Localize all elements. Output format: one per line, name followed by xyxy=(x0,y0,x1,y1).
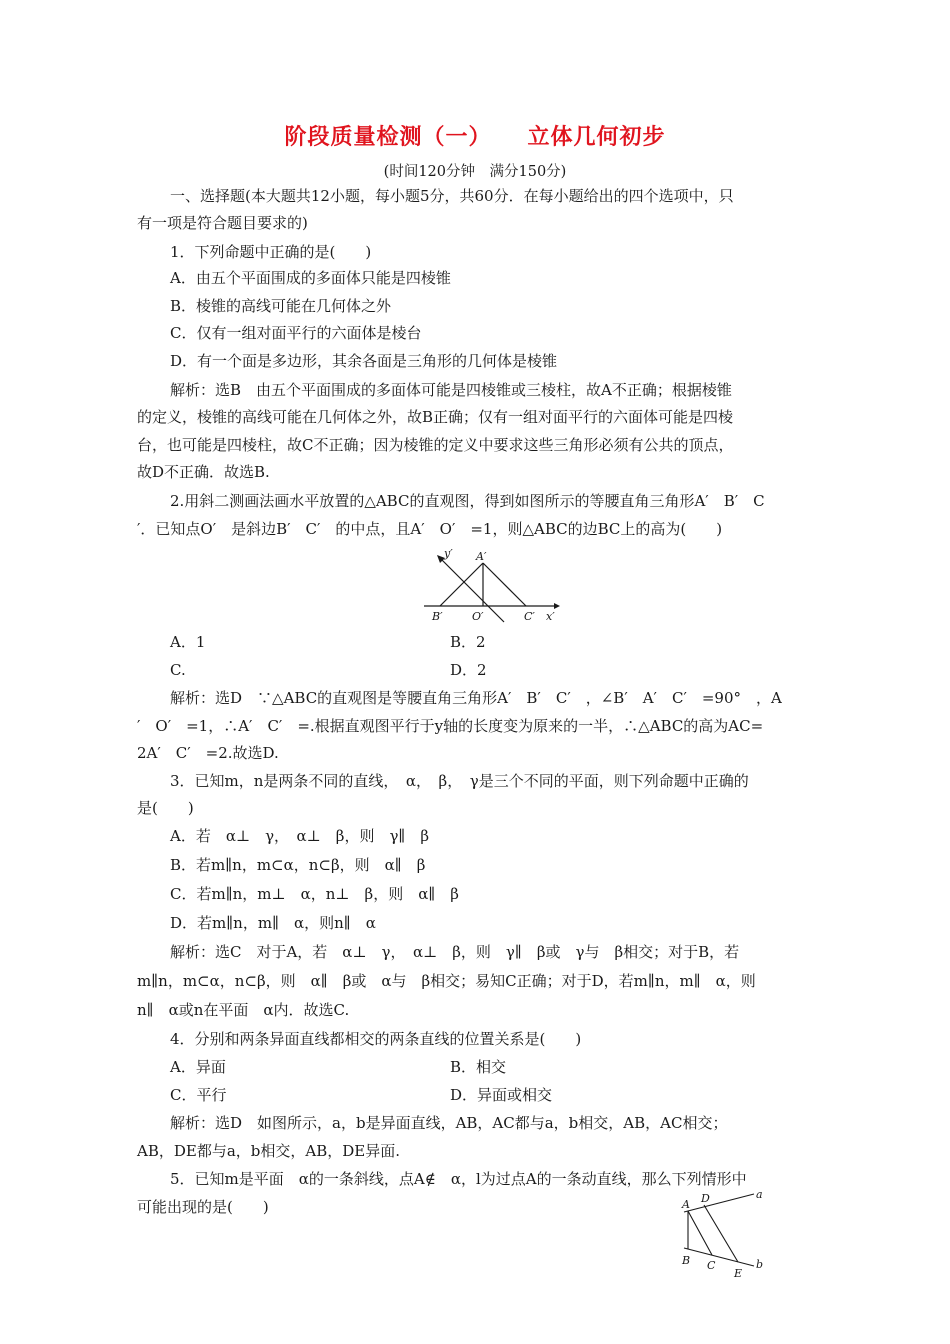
section-heading-cont: 有一项是符合题目要求的) xyxy=(137,214,308,232)
question-2-cont: ′．已知点O′ 是斜边B′ C′ 的中点，且A′ O′ =1，则△ABC的边BC上的高为( ) xyxy=(137,520,723,538)
q2-option-a: A．1 xyxy=(170,633,206,651)
label-line-b: b xyxy=(756,1258,764,1271)
q2-option-d: D．2 xyxy=(450,661,487,679)
label-x-prime: x′ xyxy=(546,610,555,623)
q3-solution: 解析：选C 对于A，若 α⊥ γ， α⊥ β，则 γ∥ β或 γ与 β相交；对于B，若 xyxy=(170,943,740,961)
segment-de xyxy=(704,1205,738,1262)
q2-solution-cont: 2A′ C′ =2.故选D. xyxy=(137,744,279,762)
q4-option-d: D．异面或相交 xyxy=(450,1086,553,1104)
question-1: 1．下列命题中正确的是( ) xyxy=(170,243,372,261)
label-y-prime: y′ xyxy=(444,548,453,560)
label-b-prime: B′ xyxy=(432,610,443,623)
q1-solution-cont: 故D不正确．故选B. xyxy=(137,463,270,481)
label-o-prime: O′ xyxy=(472,610,484,623)
q1-solution-cont: 的定义，棱锥的高线可能在几何体之外，故B正确；仅有一组对面平行的六面体可能是四棱 xyxy=(137,408,734,426)
label-b-point: B xyxy=(682,1254,691,1267)
q1-option-b: B．棱锥的高线可能在几何体之外 xyxy=(170,297,392,315)
x-axis-arrow xyxy=(554,603,560,609)
q3-option-b: B．若m∥n，m⊂α，n⊂β，则 α∥ β xyxy=(170,856,426,874)
question-5-cont: 可能出现的是( ) xyxy=(137,1198,269,1216)
q4-option-b: B．相交 xyxy=(450,1058,507,1076)
label-line-a: a xyxy=(756,1188,763,1201)
section-heading: 一、选择题(本大题共12小题，每小题5分，共60分．在每小题给出的四个选项中，只 xyxy=(170,187,734,205)
exam-info: (时间120分钟 满分150分) xyxy=(383,164,567,180)
page-title xyxy=(0,120,950,151)
question-2: 2.用斜二测画法画水平放置的△ABC的直观图，得到如图所示的等腰直角三角形A′ B′ C xyxy=(170,492,765,510)
q1-option-a: A．由五个平面围成的多面体只能是四棱锥 xyxy=(170,269,451,287)
q3-option-c: C．若m∥n，m⊥ α，n⊥ β，则 α∥ β xyxy=(170,885,459,903)
question-3: 3．已知m，n是两条不同的直线， α， β， γ是三个不同的平面，则下列命题中正确的 xyxy=(170,772,749,790)
q4-option-a: A．异面 xyxy=(170,1058,226,1076)
question-4: 4．分别和两条异面直线都相交的两条直线的位置关系是( ) xyxy=(170,1030,582,1048)
q1-option-c: C．仅有一组对面平行的六面体是棱台 xyxy=(170,324,422,342)
label-a-point: A xyxy=(682,1198,690,1211)
question-5: 5．已知m是平面 α的一条斜线，点A∉ α，l为过点A的一条动直线，那么下列情形中 xyxy=(170,1170,747,1188)
segment-ac xyxy=(483,563,526,606)
question-3-cont: 是( ) xyxy=(137,799,194,817)
segment-ab xyxy=(440,563,483,606)
label-a-prime: A′ xyxy=(476,550,487,563)
skew-lines-figure xyxy=(676,1186,776,1280)
title-part-2: 立体几何初步 xyxy=(527,125,666,150)
q2-option-c: C. xyxy=(170,661,186,679)
q1-solution-cont: 台，也可能是四棱柱，故C不正确；因为棱锥的定义中要求这些三角形必须有公共的顶点， xyxy=(137,436,734,454)
q2-solution: 解析：选D ∵△ABC的直观图是等腰直角三角形A′ B′ C′ ，∠B′ A′ C′ =90° ，A xyxy=(170,689,782,707)
q3-solution-cont: n∥ α或n在平面 α内．故选C. xyxy=(137,1001,350,1019)
q3-option-d: D．若m∥n，m∥ α，则n∥ α xyxy=(170,914,376,932)
q4-solution-cont: AB，DE都与a，b相交，AB，DE异面. xyxy=(137,1142,400,1160)
label-d-point: D xyxy=(701,1192,710,1205)
segment-ac xyxy=(688,1211,712,1255)
q4-solution: 解析：选D 如图所示，a，b是异面直线，AB，AC都与a，b相交，AB，AC相交； xyxy=(170,1114,728,1132)
q2-option-b: B．2 xyxy=(450,633,486,651)
q2-solution-cont: ′ O′ =1，∴A′ C′ =.根据直观图平行于y轴的长度变为原来的一半，∴△ABC的高为AC= xyxy=(137,717,764,735)
q1-solution: 解析：选B 由五个平面围成的多面体可能是四棱锥或三棱柱，故A不正确；根据棱锥 xyxy=(170,381,732,399)
q1-option-d: D．有一个面是多边形，其余各面是三角形的几何体是棱锥 xyxy=(170,352,558,370)
line-b xyxy=(684,1248,754,1266)
label-e-point: E xyxy=(734,1267,743,1280)
q3-option-a: A．若 α⊥ γ， α⊥ β，则 γ∥ β xyxy=(170,827,430,845)
label-c-point: C xyxy=(707,1259,716,1272)
label-c-prime: C′ xyxy=(524,610,535,623)
q4-option-c: C．平行 xyxy=(170,1086,227,1104)
line-a xyxy=(684,1194,754,1212)
title-part-1: 阶段质量检测（一） xyxy=(284,125,492,150)
q3-solution-cont: m∥n，m⊂α，n⊂β，则 α∥ β或 α与 β相交；易知C正确；对于D，若m∥n，m∥ α，则 xyxy=(137,972,756,990)
oblique-projection-figure xyxy=(420,548,560,626)
